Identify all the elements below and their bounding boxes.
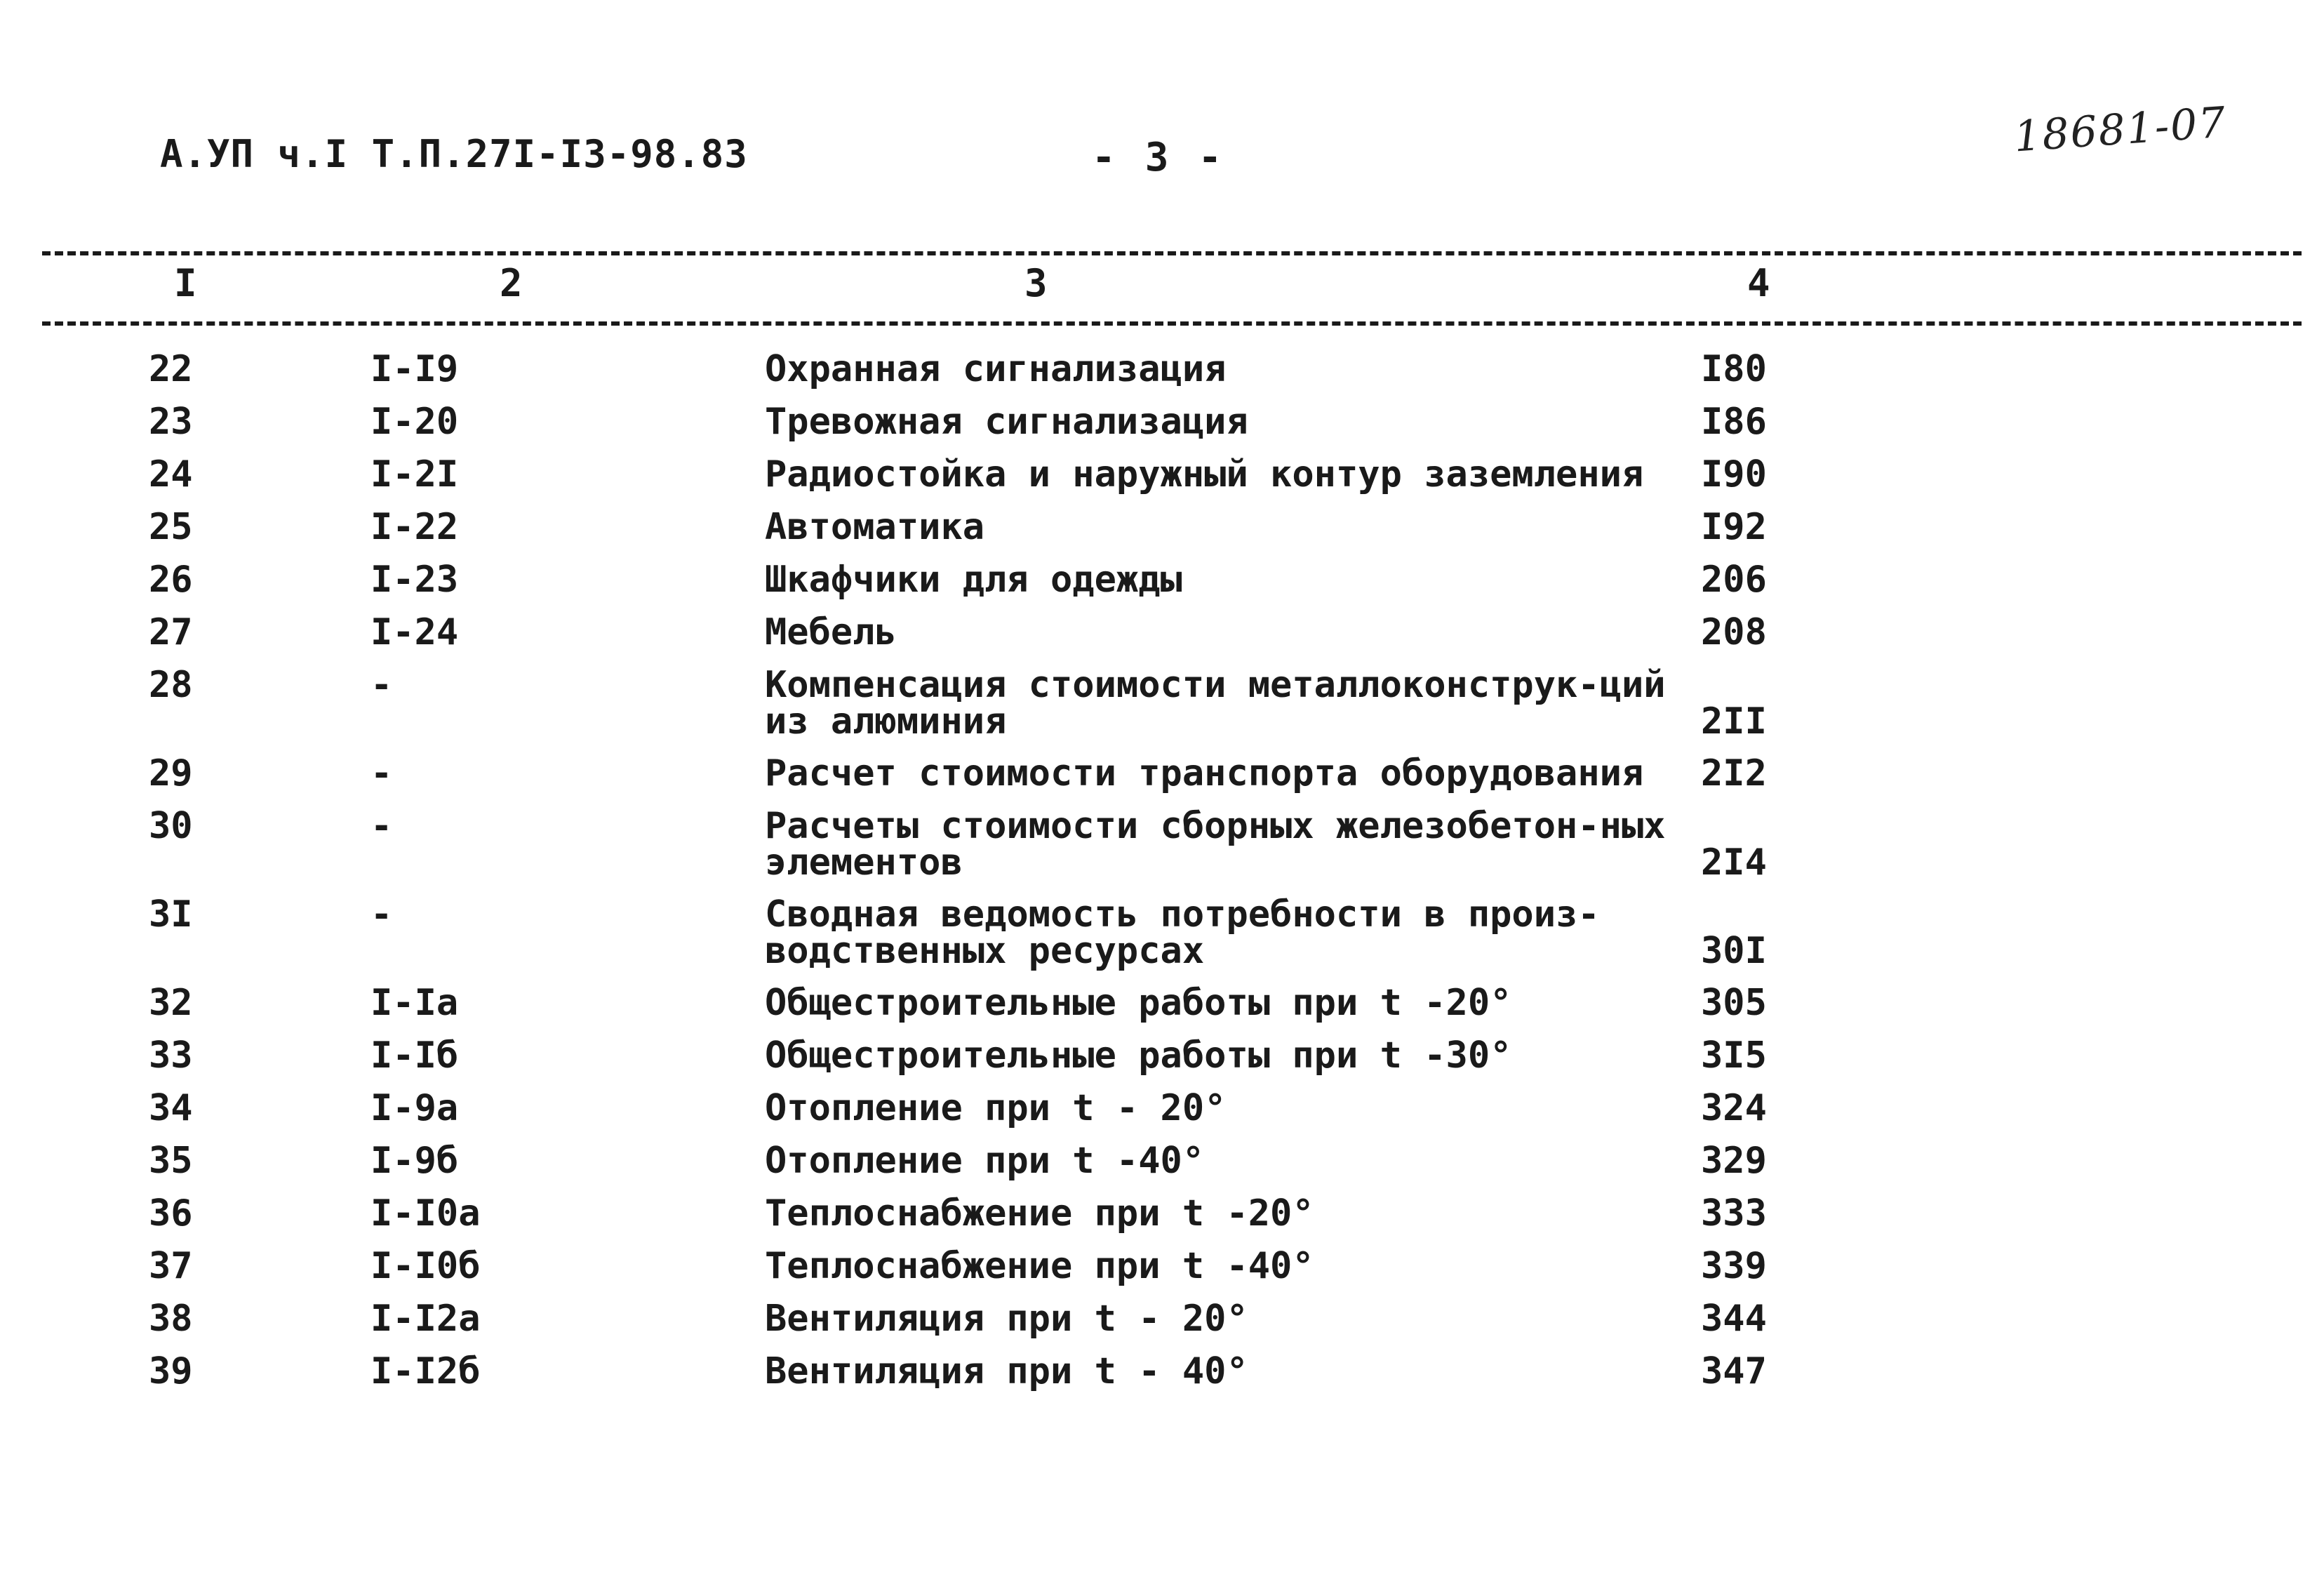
row-code: I-Iб [370, 1034, 459, 1077]
table-row [0, 348, 2324, 404]
row-page: 2I4 [1701, 841, 1767, 884]
row-code: I-2I [370, 453, 459, 495]
row-page: 208 [1701, 611, 1767, 653]
row-code: I-I2б [370, 1350, 481, 1392]
row-number: 28 [149, 664, 193, 706]
row-title: Охранная сигнализация [765, 348, 1227, 390]
row-page: I86 [1701, 401, 1767, 443]
column-header-3: 3 [1024, 261, 1048, 305]
row-page: 333 [1701, 1192, 1767, 1235]
row-number: 36 [149, 1192, 193, 1235]
row-number: 30 [149, 805, 193, 847]
row-code: - [370, 752, 393, 794]
row-page: 3I5 [1701, 1034, 1767, 1077]
row-number: 29 [149, 752, 193, 794]
table-row [0, 611, 2324, 667]
row-title: Теплоснабжение при t -20° [765, 1192, 1314, 1235]
row-number: 27 [149, 611, 193, 653]
row-code: - [370, 664, 393, 706]
row-code: I-I0б [370, 1245, 481, 1287]
row-code: I-24 [370, 611, 459, 653]
table-row [0, 506, 2324, 561]
row-title: Отопление при t -40° [765, 1140, 1205, 1182]
row-title: Общестроительные работы при t -20° [765, 982, 1512, 1024]
row-code: - [370, 805, 393, 847]
row-code: I-20 [370, 401, 459, 443]
row-page: 347 [1701, 1350, 1767, 1392]
row-number: 39 [149, 1350, 193, 1392]
row-page: I92 [1701, 506, 1767, 548]
table-row [0, 664, 2324, 755]
column-header-4: 4 [1747, 261, 1770, 305]
row-code: I-Iа [370, 982, 459, 1024]
row-title: Отопление при t - 20° [765, 1087, 1227, 1129]
table-row [0, 752, 2324, 808]
row-code: I-I0а [370, 1192, 481, 1235]
row-code: I-23 [370, 559, 459, 601]
row-title: Компенсация стоимости металлоконструк-ций из алюминия [765, 664, 1666, 743]
page-number: - 3 - [1092, 135, 1227, 180]
row-number: 33 [149, 1034, 193, 1077]
table-row [0, 1245, 2324, 1300]
table-row [0, 401, 2324, 456]
table-row [0, 1350, 2324, 1406]
row-number: 22 [149, 348, 193, 390]
row-number: 38 [149, 1298, 193, 1340]
table-row [0, 561, 2324, 614]
table-row [0, 453, 2324, 509]
row-title: Автоматика [765, 506, 985, 548]
row-title: Вентиляция при t - 20° [765, 1298, 1248, 1340]
row-title: Расчеты стоимости сборных железобетон-ных элементов [765, 805, 1666, 884]
row-page: 2I2 [1701, 752, 1767, 794]
row-page: 344 [1701, 1298, 1767, 1340]
table-row [0, 1087, 2324, 1143]
row-number: 23 [149, 401, 193, 443]
handwritten-archive-number: 18681-07 [2012, 98, 2229, 162]
row-page: 2II [1701, 700, 1767, 743]
table-row [0, 1034, 2324, 1090]
row-code: I-9а [370, 1087, 459, 1129]
row-code: I-I2а [370, 1298, 481, 1340]
row-page: I80 [1701, 348, 1767, 390]
row-number: 32 [149, 982, 193, 1024]
document-code: А.УП ч.I Т.П.27I-I3-98.83 [160, 132, 748, 176]
table-row [0, 1192, 2324, 1248]
row-number: 25 [149, 506, 193, 548]
row-title: Общестроительные работы при t -30° [765, 1034, 1512, 1077]
row-page: 206 [1701, 559, 1767, 601]
row-number: 34 [149, 1087, 193, 1129]
row-title: Теплоснабжение при t -40° [765, 1245, 1314, 1287]
row-number: 26 [149, 559, 193, 601]
column-header-2: 2 [500, 261, 523, 305]
table-row [0, 893, 2324, 985]
row-page: 305 [1701, 982, 1767, 1024]
row-title: Мебель [765, 611, 897, 653]
row-code: - [370, 893, 393, 936]
table-top-rule [42, 251, 2302, 255]
row-page: I90 [1701, 453, 1767, 495]
row-title: Шкафчики для одежды [765, 559, 1182, 601]
table-row [0, 1140, 2324, 1195]
column-header-1: I [174, 261, 197, 305]
row-title: Тревожная сигнализация [765, 401, 1248, 443]
row-number: 24 [149, 453, 193, 495]
table-row [0, 805, 2324, 896]
row-page: 324 [1701, 1087, 1767, 1129]
row-code: I-I9 [370, 348, 459, 390]
row-title: Расчет стоимости транспорта оборудования [765, 752, 1644, 794]
row-page: 339 [1701, 1245, 1767, 1287]
row-number: 37 [149, 1245, 193, 1287]
row-title: Радиостойка и наружный контур заземления [765, 453, 1644, 495]
row-title: Сводная ведомость потребности в произ-водственных ресурсах [765, 893, 1600, 972]
page-number-value: 3 [1144, 135, 1173, 180]
row-title: Вентиляция при t - 40° [765, 1350, 1248, 1392]
table-row [0, 1300, 2324, 1353]
row-number: 3I [149, 893, 193, 936]
row-code: I-9б [370, 1140, 459, 1182]
row-number: 35 [149, 1140, 193, 1182]
row-page: 30I [1701, 930, 1767, 972]
table-row [0, 982, 2324, 1037]
table-header-rule [42, 321, 2302, 326]
row-page: 329 [1701, 1140, 1767, 1182]
contents-table [0, 348, 2324, 1406]
row-code: I-22 [370, 506, 459, 548]
